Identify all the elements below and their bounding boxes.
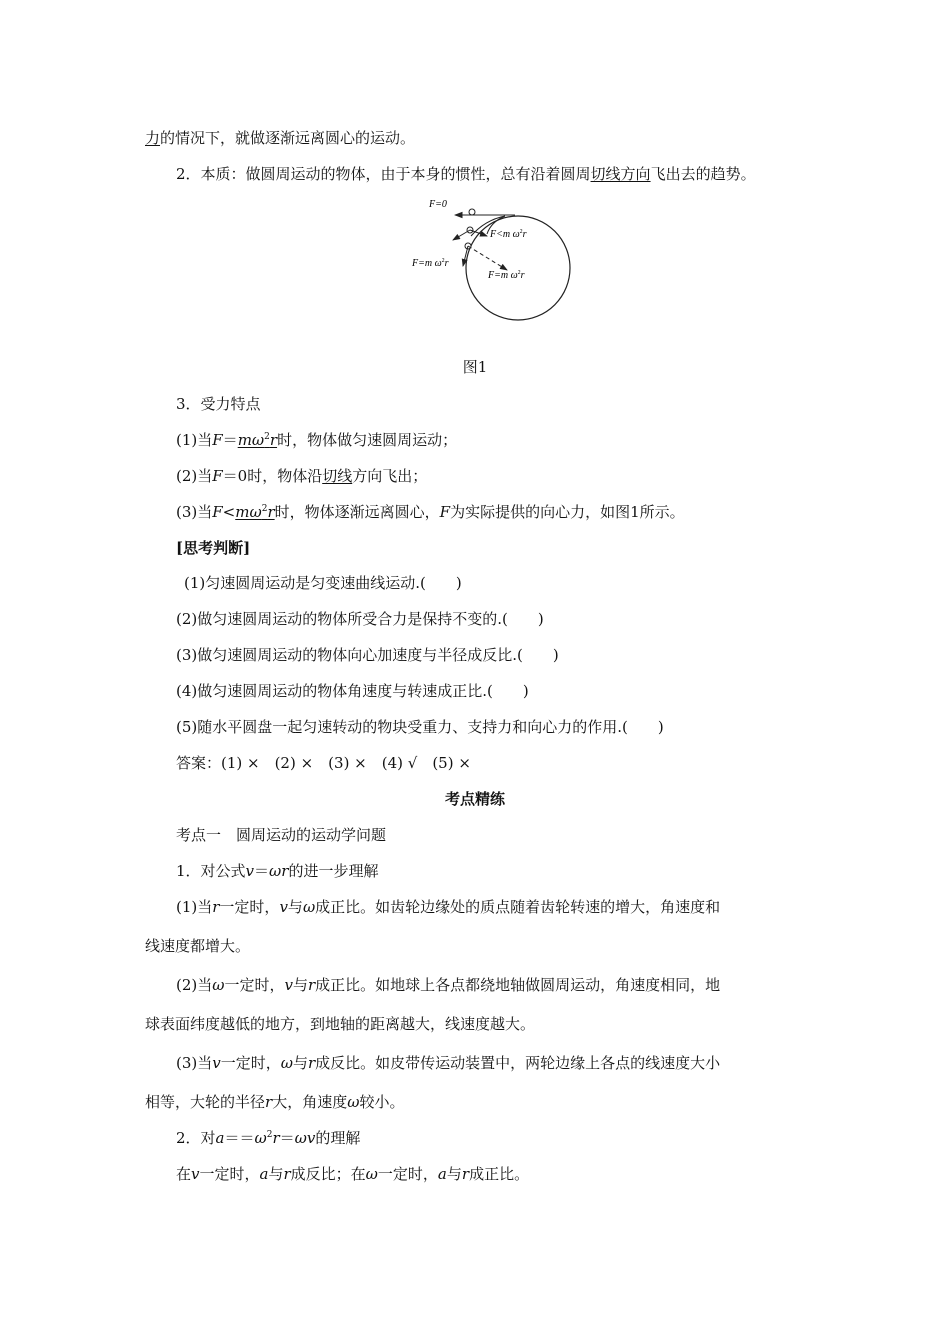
text-line: 线速度都增大。 [145,937,251,955]
dashed-arrow [468,246,507,270]
question: (1)匀速圆周运动是匀变速曲线运动.( ) [184,574,462,592]
text-line: (2)当F＝0时，物体沿切线方向飞出； [176,467,428,485]
topic-title: 考点一 圆周运动的运动学问题 [176,826,387,844]
text-line: 相等，大轮的半径r大，角速度ω较小。 [145,1093,405,1111]
text: 飞出去的趋势。 [650,165,756,183]
text-line: (1)当$F=m\omega^2r$时，物体做匀速圆周运动； [176,431,458,449]
think-title: [思考判断] [176,539,251,557]
answer-line: 答案：(1) × (2) × (3) × (4) √ (5) × [176,754,471,772]
label-f-eq-right: F=m $\omega^2r$ [488,270,525,281]
text-line [176,164,756,184]
label-f-less: F<m $\omega^2r$ [490,229,527,240]
label-f-eq-left: F=m $\omega^2r$ [412,258,449,269]
question: (3)做匀速圆周运动的物体向心加速度与半径成反比.( ) [176,646,559,664]
question: (5)随水平圆盘一起匀速转动的物块受重力、支持力和向心力的作用.( ) [176,718,664,736]
text-line: (3)当$F<m\omega^2r$时，物体逐渐远离圆心，F为实际提供的向心力，如图1所示。 [176,503,685,521]
text-line: 在v一定时，a与r成反比；在ω一定时，a与r成正比。 [176,1165,530,1183]
circular-motion-figure [395,192,585,328]
text-line: 1．对公式v＝ωr的进一步理解 [176,862,379,880]
text-line: 2．对$a==\omega^2r=\omega v$的理解 [176,1129,361,1147]
particle [469,209,475,215]
text: 的情况下，就做逐渐远离圆心的运动。 [160,129,416,147]
section-title: 3．受力特点 [176,395,261,413]
text: 2．本质：做圆周运动的物体，由于本身的惯性，总有沿着圆周 [176,165,591,183]
arrow [453,230,470,240]
text-line: (3)当v一定时，ω与r成反比。如皮带传运动装置中，两轮边缘上各点的线速度大小 [176,1054,721,1072]
question: (4)做匀速圆周运动的物体角速度与转速成正比.( ) [176,682,529,700]
text-line [145,128,415,148]
label-f0: F=0 [429,199,447,210]
text-line: 球表面纬度越低的地方，到地轴的距离越大，线速度越大。 [145,1015,536,1033]
underlined-answer: 切线方向 [590,165,651,183]
question: (2)做匀速圆周运动的物体所受合力是保持不变的.( ) [176,610,544,628]
section-heading: 考点精练 [444,790,505,808]
figure-caption: 图1 [462,358,488,376]
underlined-answer: 力 [145,129,161,147]
text-line: (1)当r一定时，v与ω成正比。如齿轮边缘处的质点随着齿轮转速的增大，角速度和 [176,898,721,916]
text-line: (2)当ω一定时，v与r成正比。如地球上各点都绕地轴做圆周运动，角速度相同，地 [176,976,721,994]
